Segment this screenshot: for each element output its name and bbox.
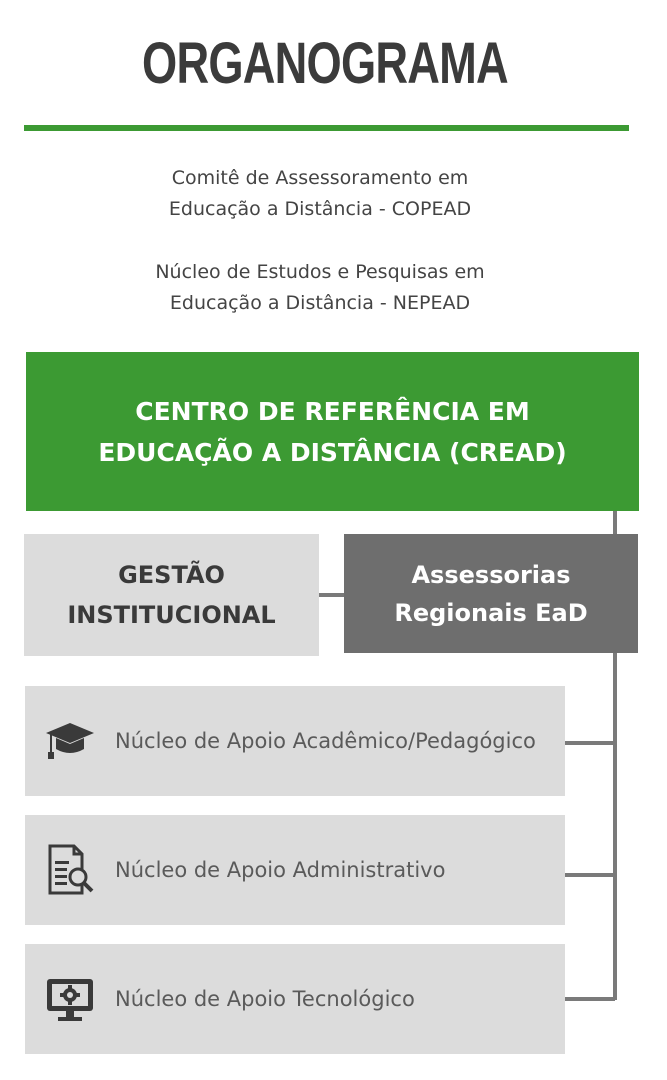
gestao-connector	[319, 593, 344, 597]
gestao-line1: GESTÃO	[118, 561, 225, 589]
graduation-cap-icon	[25, 719, 115, 763]
committee-nepead	[90, 257, 550, 319]
monitor-gear-icon	[25, 975, 115, 1023]
committee-copead-line1: Comitê de Assessoramento em	[171, 167, 469, 189]
page-title: ORGANOGRAMA	[142, 31, 508, 96]
committee-copead	[90, 163, 550, 225]
nucleo-administrativo-box	[25, 815, 565, 925]
committee-copead-line2: Educação a Distância - COPEAD	[168, 198, 472, 220]
committee-nepead-line2: Educação a Distância - NEPEAD	[169, 292, 471, 314]
cread-box	[26, 352, 639, 511]
nucleo-tecnologico-box	[25, 944, 565, 1054]
connector-administrativo	[565, 873, 615, 877]
connector-academico	[565, 741, 615, 745]
connector-tecnologico	[565, 997, 615, 1001]
committee-nepead-line1: Núcleo de Estudos e Pesquisas em	[155, 261, 485, 283]
nucleo-administrativo-label: Núcleo de Apoio Administrativo	[115, 858, 446, 882]
nucleo-academico-label: Núcleo de Apoio Acadêmico/Pedagógico	[115, 729, 536, 753]
assessorias-line1: Assessorias	[411, 560, 571, 589]
document-search-icon	[25, 843, 115, 897]
gestao-institucional-box	[24, 534, 319, 656]
nucleo-academico-box	[25, 686, 565, 796]
cread-line2: EDUCAÇÃO A DISTÂNCIA (CREAD)	[98, 437, 567, 467]
nucleo-tecnologico-label: Núcleo de Apoio Tecnológico	[115, 987, 415, 1011]
cread-line1: CENTRO DE REFERÊNCIA EM	[135, 396, 530, 426]
assessorias-line2: Regionais EaD	[394, 598, 588, 627]
title-underline	[24, 125, 629, 131]
assessorias-regionais-box	[344, 534, 638, 653]
gestao-line2: INSTITUCIONAL	[67, 601, 276, 629]
